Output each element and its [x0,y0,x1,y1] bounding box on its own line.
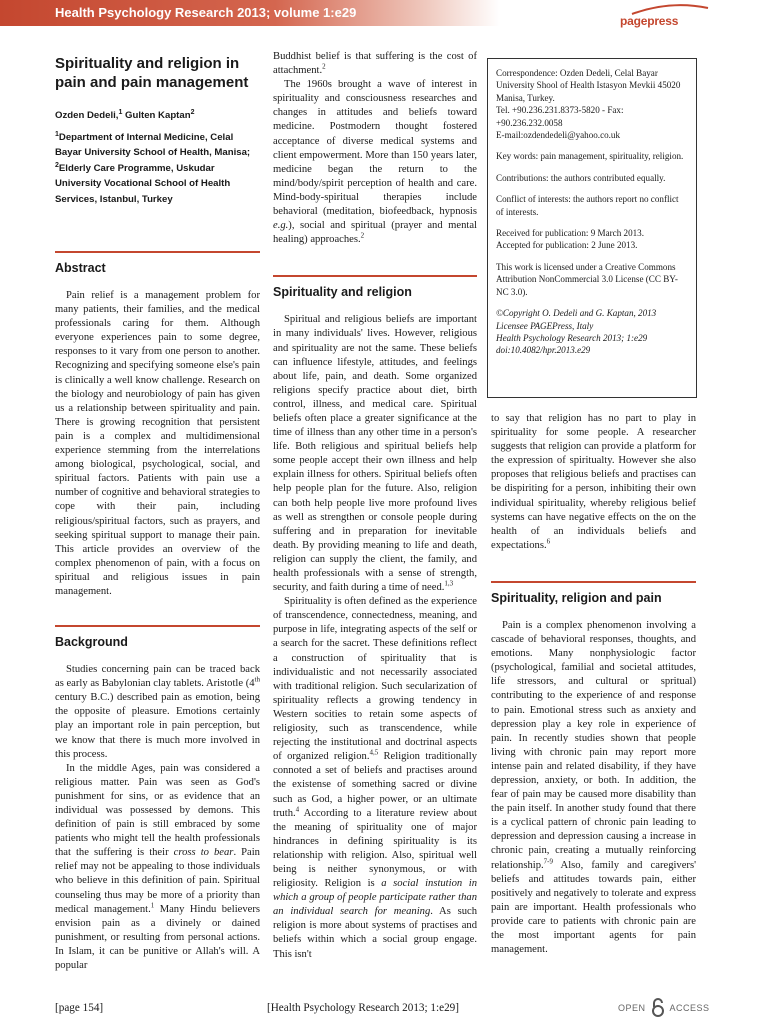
article-title: Spirituality and religion in pain and pain management [55,55,249,91]
section-rule [273,275,477,277]
keywords: Key words: pain management, spirituality, religion. [496,151,684,162]
correspondence-box [487,58,697,398]
pagepress-logo [620,12,678,30]
doi-line: doi:10.4082/hpr.2013.e29 [496,345,591,356]
spirituality-religion-heading: Spirituality and religion [273,285,412,300]
correspondence-info [496,67,688,141]
logo-text: pagepress [620,14,679,28]
section-rule [491,581,696,583]
section-rule [55,251,260,253]
right-paragraph-continuation: to say that religion has no part to play in spirituality for some people. A researcher suggests that religion can provide a platform for the expression of spiritualty. However she also proposes that religious beliefs and practises can be dispiriting for a person, inhibiting their own individual spirituality, whereby religious belief systems can have negative effects on the on the health of an individuals beliefs and expectations.$^6$ [491,413,696,551]
copyright-line: ©Copyright O. Dedeli and G. Kaptan, 2013 [496,308,657,319]
contributions: Contributions: the authors contributed equally. [496,172,666,183]
received-date: Received for publication: 9 March 2013. [496,228,644,239]
correspondence-address: Correspondence: Ozden Dedeli, Celal Bayar University Shool of Health Istasyon Mevkii 45020 Manisa, Turkey. [496,68,681,103]
open-access-lock-icon [650,998,666,1018]
spirituality-pain-heading: Spirituality, religion and pain [491,590,662,605]
copyright-block [496,307,688,357]
column-left [55,50,260,973]
citation-line: Health Psychology Research 2013; 1:e29 [496,332,648,343]
column-middle [273,50,477,962]
pain-paragraph-1: Pain is a complex phenomenon involving a cascade of behavioral responses, thoughts, and emotions. Many nonphysiologic factor (psychological, familial and societal attitudes, life stressors, and cultural or spritual) contributing to the experience of and response to pain. Emotional stress such as anxiety and depression play a key role in experience of pain. In recently studies shown that people living with chronic pain may report more intense pain and related disability, if they have depression, anxiety, or both. In addition, the fear of pain may be caused more disability than the pain itself. In another study found that there is a cyclical pattern of chronic pain leading to depression and depression causing a increase in chronic pain, creating a mutually reinforcing relationship.$^{7-9}$ Also, family and caregivers' beliefs and attitudes towards pain, either positively and negatively to tolerate and express pain are important. Health professionals who provide care to patients with chronic pain are the most important agents for pain management. [491,619,696,956]
open-access-logo [618,998,710,1018]
logo-swoosh-icon [630,2,710,16]
accepted-date: Accepted for publication: 2 June 2013. [496,240,638,251]
open-access-right-text: ACCESS [669,1003,710,1013]
article-affiliation: $^1$Department of Internal Medicine, Celal Bayar University School of Health, Manisa; $^2$Elderly Care Programme, Uskudar University Vocational School of Health Services, Istanbul, Turkey [55,130,251,205]
section-rule [55,625,260,627]
spirituality-paragraph-1: Spiritual and religious beliefs are important in many individuals' lives. However, religious and spirituality are not the same. These beliefs can influence lifestyle, attitudes, and feelings about life, pain, and death. Some organized religions specify practice about diet, birth control, illness, and medical care. Spiritual beliefs often place a greater significance at the time of illness than any other time in a person's life. Both religious and spiritual beliefs help some people accept their own illness and help explain illness for others. Spiritual beliefs often help people plan for the future. Also, religion can both help people live more profound lives as well as strengthen or console people during suffering and in preparation for inevitable death. By providing meaning to life and death, religion can supply the client, the family, and health professionals with a sense of strength, security, and faith during a time of need.$^{1,3}$ [273,314,477,594]
footer-journal-citation: [Health Psychology Research 2013; 1:e29] [267,1002,460,1014]
conflict-of-interests: Conflict of interests: the authors report no conflict of interests. [496,194,679,217]
publication-dates [496,227,688,252]
column-right [491,412,696,957]
background-paragraph-1: Studies concerning pain can be traced back as early as Babylonian clay tablets. Aristotle (4th century B.C.) described pain as emotion, being the opposite of pleasure. Emotions certainly play an important role in pain perception, but we know that there is much more involved in this process. [55,664,260,760]
open-access-left-text: OPEN [618,1003,646,1013]
licensee-line: Licensee PAGEPress, Italy [496,320,594,331]
page-number: [page 154] [55,1002,104,1014]
background-paragraph-2: In the middle Ages, pain was considered a religious matter. Pain was seen as God's punishment for sins, or as evidence that an individual was possessed by demons. This definition of pain is still embraced by some patients who might tell the health professionals that the suffering is their cross to bear. Pain relief may not be appealing to those individuals who believe in this definition of pain. Spiritual counseling thus may be more of a priority than medical management.$^1$ Many Hindu believers envision pain as a divinely or dained punishment, or resulting from personal actions. In Islam, it can be punitive or Allah's will. A popular [55,762,260,972]
journal-header-title: Health Psychology Research 2013; volume 1:e29 [55,5,357,20]
middle-paragraph-1960s: The 1960s brought a wave of interest in spirituality and consciousness researches and changes in attitudes and beliefs toward medicine. Postmodern thought fostered acceptance of diverse medical systems and client empowerment. More than 150 years later, medicine began the return to the mind/body/spirit perception of health and care. Mind-body-spiritual therapies include behavioral (meditation, biofeedback, hypnosis e.g.), social and spiritual (prayer and mental healing) approaches.$^2$ [273,79,477,246]
background-heading: Background [55,635,128,650]
license-statement: This work is licensed under a Creative Commons Attribution NonCommercial 3.0 License (CC BY-NC 3.0). [496,261,678,297]
correspondence-email: E-mail:ozdendedeli@yahoo.co.uk [496,130,621,141]
correspondence-phone: Tel. +90.236.231.8373-5820 - Fax: +90.236.232.0058 [496,105,624,128]
abstract-heading: Abstract [55,261,106,275]
abstract-text: Pain relief is a management problem for many patients, their families, and the medical professionals caring for them. Although everyone experiences pain to some degree, responses to it vary from one person to another. Recognizing and specifying someone else's pain is clinically a well know challenge. Research on the biology and neurobiology of pain has given us a relationship between spirituality and pain. There is growing recognition that persistent pain is a complex and multidimensional experience stemming from the interrelations among biological, psychological, social, and spiritual factors. Patients with pain use a number of cognitive and behavioral strategies to cope with their pain, including religious/spiritual factors, such as prayers, and seeking spiritual support to manage their pain. This article provides an overview of the complex phenomenon of pain, with a focus on spiritual and religious issues in pain management. [55,290,260,597]
spirituality-paragraph-2: Spirituality is often defined as the experience of transcendence, connectedness, meaning, and purpose in life, integrating aspects of the self or a search for the sacret. These definitions reflect a construction of spirituality that is individualistic and not necessarily associated with traditional religion. Such secularization of spirituality reflects a growing tendency in Western socities to retain some aspects of religiosity, such as transcendence, while rejecting the institutional and doctrinal aspects of organized religion.$^{4,5}$ Religion traditionally connoted a set of beliefs and practises around the existense of something sacred or divine such as God, a higher power, or an ultimate truth.$^4$ According to a literature review about the meaning of spirituality one of major hindrances in defining spirituality is its relationship with religion. Also, spiritual well being is neither synonymous, or with religiosity. Religion is a social instution in which a group of people participate rather than an individual search for meaning. As such religion is more about systems of practises and beliefs within which a social group engage. This isn't [273,596,478,960]
article-authors: Ozden Dedeli,$^1$ Gulten Kaptan$^2$ [55,108,195,121]
middle-paragraph-continuation: Buddhist belief is that suffering is the cost of attachment.$^2$ [273,51,477,77]
